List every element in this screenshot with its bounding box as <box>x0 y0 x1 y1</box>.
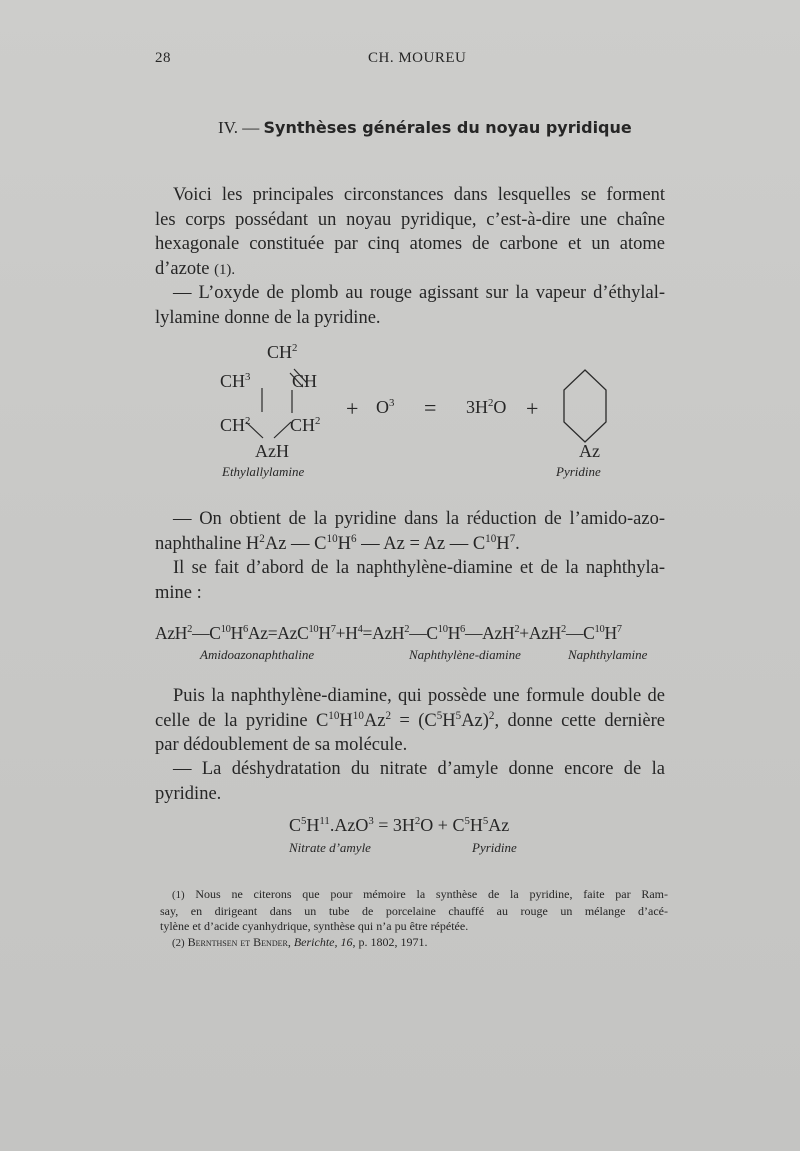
reduction-line: Il se fait d’abord de la naphthylène-diamine et de la naphthyla- <box>173 558 665 579</box>
formula-ch3: $CH^3$ <box>220 371 251 391</box>
reaction-amyl-nitrate: $C^5H^{11}.AzO^3 = 3H^2O + C^5H^5Az$ <box>289 815 510 835</box>
amyl-line: — La déshydratation du nitrate d’amyle donne encore de la <box>173 759 665 779</box>
caption-naphthylamine: Naphthylamine <box>568 647 648 662</box>
oxide-line: lylamine donne de la pyridine. <box>155 307 381 328</box>
caption-naphthylene-diamine: Naphthylène-diamine <box>409 647 521 662</box>
reduction-line: — On obtient de la pyridine dans la réduction de l’amido-azo- <box>173 509 665 529</box>
caption-amidoazonaphthaline: Amidoazonaphthaline <box>200 647 315 662</box>
caption-ethylallylamine: Ethylallylamine <box>222 464 305 479</box>
amyl-paragraph <box>155 757 665 806</box>
reduction-formula-line: naphthaline $H^2Az$ — $C^{10}H^6$ — Az = Az — $C^{10}H^7$. <box>155 532 520 554</box>
amyl-line: pyridine. <box>155 783 222 804</box>
footnote-2: (2) Bernthsen et Bender, Berichte, 16, p. 1802, 1971. <box>172 934 428 949</box>
formula-ch-right: CH <box>292 371 318 391</box>
plus-sign: + <box>346 396 359 421</box>
formula-water: $3H^2O$ <box>466 397 507 417</box>
formula-ch2-left: $CH^2$ <box>220 415 251 435</box>
footnote-1-mark: (1) <box>172 889 185 901</box>
formula-oxygen: $O^3$ <box>376 397 395 417</box>
plus-sign: + <box>526 396 539 421</box>
oxide-paragraph <box>155 281 665 330</box>
footnote-1: (1) Nous ne citerons que pour mémoire la synthèse de la pyridine, faite par Ram- say, en dirigeant dans un tube de porcelaine chauffé au rouge un mélange d’acé- tylène et d’acide cyanhydrique, synthèse qui n’a pu être répétée. <box>160 887 669 933</box>
footnote-ref: (1). <box>214 261 236 278</box>
reaction-naphthalene: $AzH^2—C^{10}H^6Az=AzC^{10}H^7+H^4=AzH^2—C^{10}H^6—AzH^2+AzH^2—C^{10}H^7$ <box>155 623 622 643</box>
intro-line: hexagonale constituée par cinq atomes de carbone et un atome <box>155 234 665 255</box>
double-line: Puis la naphthylène-diamine, qui possède une formule double de <box>173 686 665 706</box>
caption-pyridine: Pyridine <box>556 464 601 479</box>
oxide-line: — L’oxyde de plomb au rouge agissant sur la vapeur d’éthylal- <box>173 283 665 303</box>
intro-paragraph <box>155 183 665 282</box>
reduction-line: mine : <box>155 582 202 603</box>
formula-az: Az <box>579 441 600 461</box>
running-title: CH. MOUREU <box>368 50 467 66</box>
formula-azh: AzH <box>255 441 289 461</box>
intro-last-line: d’azote (1). <box>155 258 236 279</box>
formula-ch2-top: $CH^2$ <box>267 342 298 362</box>
footnotes <box>160 887 668 951</box>
caption-nitrate-amyle: Nitrate d’amyle <box>289 840 371 855</box>
section-number: IV. — <box>218 118 260 137</box>
intro-line: les corps possédant un noyau pyridique, c’est-à-dire une chaîne <box>155 209 665 230</box>
caption-pyridine-2: Pyridine <box>472 840 517 855</box>
footnote-2-mark: (2) <box>172 936 185 949</box>
page-number: 28 <box>155 50 171 66</box>
section-title: Synthèses générales du noyau pyridique <box>263 118 632 137</box>
equals-sign: = <box>424 395 437 420</box>
double-formula-line: celle de la pyridine $C^{10}H^{10}Az^2 = (C^5H^5Az)^2$, donne cette dernière <box>155 709 665 731</box>
double-formula-paragraph <box>155 684 665 758</box>
intro-line: Voici les principales circonstances dans lesquelles se forment <box>173 185 665 205</box>
double-line: par dédoublement de sa molécule. <box>155 735 408 756</box>
formula-ch2-right: $CH^2$ <box>290 415 321 435</box>
section-heading <box>218 118 632 138</box>
reduction-paragraph <box>155 507 665 605</box>
